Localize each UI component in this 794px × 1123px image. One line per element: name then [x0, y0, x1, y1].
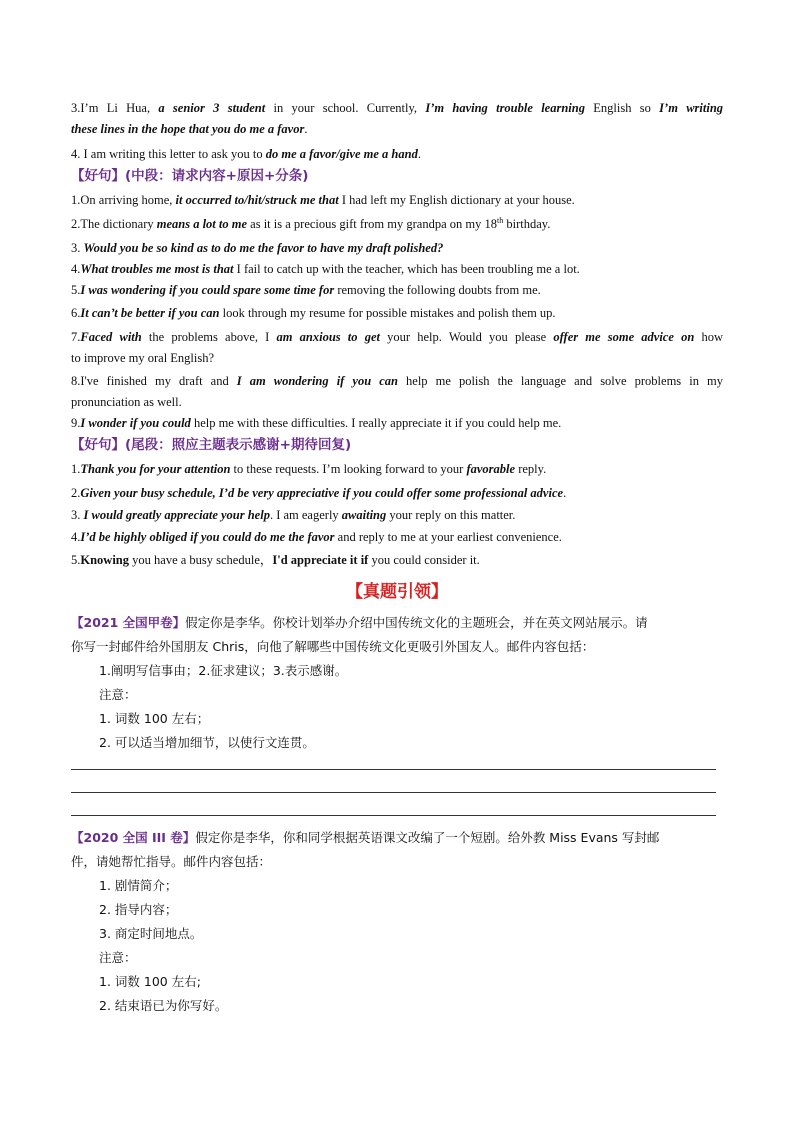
text: 5. — [71, 553, 81, 567]
key-phrase: Given your busy schedule, I’d be very appreciative if you could offer some professional advice — [80, 486, 564, 500]
ending-sentence-5 — [71, 550, 723, 571]
text: pronunciation as well. — [71, 395, 182, 409]
text: 6. — [71, 306, 81, 320]
key-phrase: favorable — [466, 462, 516, 476]
text: 7. — [71, 330, 81, 344]
ending-heading: 【好句】(尾段：照应主题表示感谢+期待回复) — [71, 437, 352, 453]
task1-line-1 — [71, 611, 723, 635]
superscript: th — [496, 215, 504, 225]
text: . — [563, 486, 567, 500]
task2-point-1: 1. 剧情简介； — [99, 878, 178, 893]
text: 假定你是李华。你校计划举办介绍中国传统文化的主题班会，并在英文网站展示。请 — [185, 615, 648, 630]
task1-note-1: 1. 词数 100 左右； — [99, 711, 210, 726]
key-phrase: I’m writing — [659, 101, 724, 115]
text: you have a busy schedule， — [129, 553, 273, 567]
key-phrase: I’d be highly obliged if you could do me the favor — [80, 530, 335, 544]
text: 1. — [71, 462, 81, 476]
middle-sentence-7 — [71, 327, 723, 348]
key-phrase: I wonder if you could — [80, 416, 191, 430]
middle-sentence-8 — [71, 371, 723, 392]
text: you could consider it. — [368, 553, 480, 567]
text: birthday. — [503, 217, 551, 231]
text: how — [694, 330, 723, 344]
middle-heading: 【好句】(中段：请求内容+原因+分条) — [71, 168, 309, 184]
key-phrase: I'd appreciate it if — [272, 553, 369, 567]
text: and reply to me at your earliest convenience. — [334, 530, 562, 544]
task2-point-2: 2. 指导内容； — [99, 902, 178, 917]
middle-sentence-8-cont — [71, 392, 723, 413]
key-phrase: means a lot to me — [156, 217, 248, 231]
task2-point-3: 3. 商定时间地点。 — [99, 926, 203, 941]
text: the problems above, I — [141, 330, 277, 344]
text: removing the following doubts from me. — [334, 283, 541, 297]
key-phrase: Would you be so kind as to do me the favor to have my draft polished? — [83, 241, 444, 255]
text: I fail to catch up with the teacher, which has been troubling me a lot. — [233, 262, 580, 276]
text: 5. — [71, 283, 81, 297]
task2-note-2: 2. 结束语已为你写好。 — [99, 998, 228, 1013]
task1-note-2: 2. 可以适当增加细节，以使行文连贯。 — [99, 735, 315, 750]
key-phrase: am anxious to get — [276, 330, 380, 344]
text: look through my resume for possible mistakes and polish them up. — [219, 306, 556, 320]
middle-sentence-9 — [71, 413, 723, 434]
text: to improve my oral English? — [71, 351, 215, 365]
ending-sentence-2 — [71, 483, 723, 504]
text: 3.I’m Li Hua, — [71, 101, 159, 115]
writing-line[interactable] — [71, 792, 716, 793]
key-phrase: I am wondering if you can — [236, 374, 398, 388]
writing-line[interactable] — [71, 769, 716, 770]
text: help me polish the language and solve problems in my — [397, 374, 723, 388]
key-phrase: it occurred to/hit/struck me that — [175, 193, 339, 207]
middle-sentence-6 — [71, 303, 723, 324]
key-phrase: do me a favor/give me a hand — [265, 147, 418, 161]
text: 1.On arriving home, — [71, 193, 176, 207]
text: 假定你是李华，你和同学根据英语课文改编了一个短剧。给外教 Miss Evans 写封邮 — [195, 830, 660, 845]
key-phrase: Faced with — [80, 330, 142, 344]
task1-note-label: 注意： — [99, 687, 137, 702]
text: your help. Would you please — [379, 330, 554, 344]
middle-sentence-1 — [71, 190, 723, 211]
key-phrase: offer me some advice on — [553, 330, 695, 344]
text: as it is a precious gift from my grandpa on my 18 — [247, 217, 497, 231]
key-phrase: I would greatly appreciate your help — [83, 508, 270, 522]
middle-sentence-4 — [71, 259, 723, 280]
text: 4. — [71, 262, 81, 276]
key-phrase: What troubles me most is that — [80, 262, 234, 276]
section-title: 【真题引领】 — [346, 582, 448, 602]
key-phrase: I was wondering if you could spare some time for — [80, 283, 335, 297]
text: 9. — [71, 416, 81, 430]
task-tag: 【2021 全国甲卷】 — [71, 615, 186, 630]
text: . — [304, 122, 308, 136]
text: reply. — [515, 462, 547, 476]
writing-line[interactable] — [71, 815, 716, 816]
task1-line-2: 你写一封邮件给外国朋友 Chris，向他了解哪些中国传统文化更吸引外国友人。邮件内容包括： — [71, 639, 595, 654]
ending-sentence-3 — [71, 505, 723, 526]
text: 3. — [71, 241, 84, 255]
middle-sentence-3 — [71, 238, 723, 259]
key-phrase: awaiting — [341, 508, 387, 522]
text: . — [417, 147, 421, 161]
text: to these requests. I’m looking forward to your — [230, 462, 467, 476]
key-phrase: Knowing — [80, 553, 130, 567]
task2-line-2: 件，请她帮忙指导。邮件内容包括： — [71, 854, 272, 869]
key-phrase: I’m having trouble learning — [425, 101, 585, 115]
text: your reply on this matter. — [386, 508, 516, 522]
text: help me with these difficulties. I really appreciate it if you could help me. — [190, 416, 562, 430]
middle-sentence-5 — [71, 280, 723, 301]
task-tag: 【2020 全国 III 卷】 — [71, 830, 196, 845]
text: 2. — [71, 486, 81, 500]
text: in your school. Currently, — [265, 101, 426, 115]
writing-lines[interactable] — [71, 769, 716, 816]
text: English so — [584, 101, 660, 115]
key-phrase: these lines in the hope that you do me a favor — [71, 122, 305, 136]
task1-points: 1.阐明写信事由；2.征求建议；3.表示感谢。 — [99, 663, 348, 678]
middle-sentence-2 — [71, 214, 723, 235]
text: 4. I am writing this letter to ask you to — [71, 147, 266, 161]
text: I had left my English dictionary at your house. — [338, 193, 575, 207]
intro-sentence-3 — [71, 98, 723, 119]
key-phrase: Thank you for your attention — [80, 462, 231, 476]
ending-sentence-4 — [71, 527, 723, 548]
middle-sentence-7-cont — [71, 348, 723, 369]
ending-sentence-1 — [71, 459, 723, 480]
intro-sentence-3-cont — [71, 119, 723, 140]
text: 3. — [71, 508, 84, 522]
task2-line-1 — [71, 826, 723, 850]
task2-note-label: 注意： — [99, 950, 137, 965]
document-page — [71, 96, 723, 1018]
text: 8.I've finished my draft and — [71, 374, 237, 388]
text: 4. — [71, 530, 81, 544]
text: . I am eagerly — [269, 508, 342, 522]
intro-sentence-4 — [71, 144, 723, 165]
task2-note-1: 1. 词数 100 左右; — [99, 974, 201, 989]
key-phrase: a senior 3 student — [158, 101, 266, 115]
text: 2.The dictionary — [71, 217, 157, 231]
key-phrase: It can’t be better if you can — [80, 306, 220, 320]
